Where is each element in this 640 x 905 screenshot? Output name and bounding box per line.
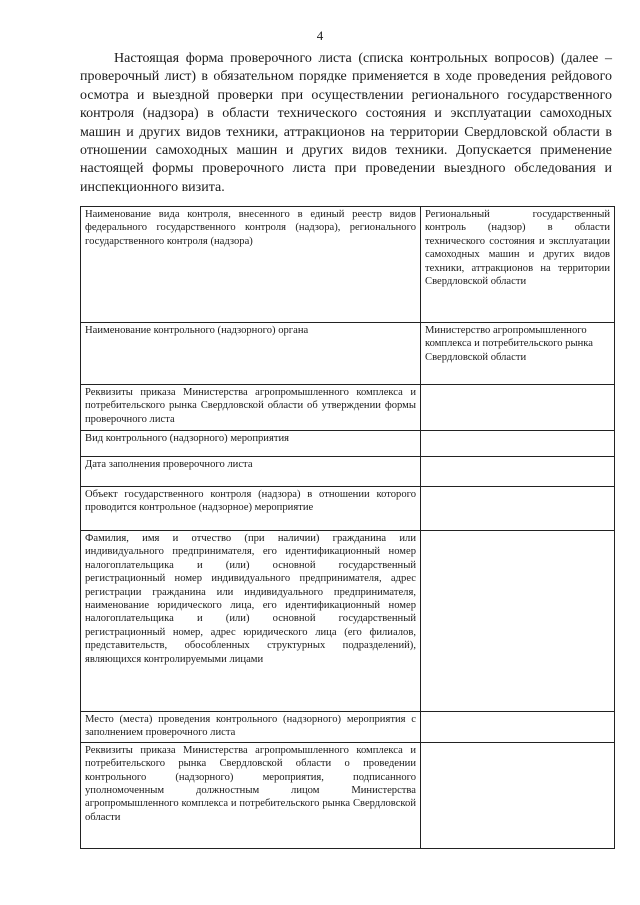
table-row-event-place <box>81 712 615 743</box>
row-value-event-order[interactable] <box>421 742 615 848</box>
row-value-event-type[interactable] <box>421 431 615 457</box>
table-row-control-object <box>81 487 615 531</box>
table-row-fill-date <box>81 457 615 487</box>
row-label-authority-name: Наименование контрольного (надзорного) органа <box>81 323 421 385</box>
row-label-event-order: Реквизиты приказа Министерства агропромышленного комплекса и потребительского рынка Свердловской области о проведении контрольного (надзорного) мероприятия, подписанного уполномоченным должностным лицом Министерства агропромышленного комплекса и потребительского рынка Свердловской области <box>81 742 421 848</box>
row-label-fill-date: Дата заполнения проверочного листа <box>81 457 421 487</box>
row-value-authority-name: Министерство агропромышленного комплекса и потребительского рынка Свердловской области <box>421 323 615 385</box>
intro-paragraph: Настоящая форма проверочного листа (списка контрольных вопросов) (далее – проверочный лист) в обязательном порядке применяется в ходе проведения рейдового осмотра и выездной проверки при осуществлении регионального государственного контроля (надзора) в области технического состояния и эксплуатации самоходных машин и других видов техники, аттракционов на территории Свердловской области в отношении самоходных машин и других видов техники. Допускается применение настоящей формы проверочного листа при проведении выездного обследования и инспекционного визита. <box>80 51 612 195</box>
table-row-controlled-person <box>81 531 615 712</box>
row-label-approval-order: Реквизиты приказа Министерства агропромышленного комплекса и потребительского рынка Свердловской области об утверждении формы проверочного листа <box>81 385 421 431</box>
row-label-controlled-person: Фамилия, имя и отчество (при наличии) гражданина или индивидуального предпринимателя, его идентификационный номер налогоплательщика и (или) основной государственный регистрационный номер индивидуального предпринимателя, адрес регистрации гражданина или индивидуального предпринимателя, наименование юридического лица, его идентификационный номер налогоплательщика и (или) основной государственный регистрационный номер, адрес юридического лица (его филиалов, представительств, обособленных структурных подразделений), являющихся контролируемыми лицами <box>81 531 421 712</box>
table-row-event-order <box>81 742 615 848</box>
row-value-event-place[interactable] <box>421 712 615 743</box>
row-value-fill-date[interactable] <box>421 457 615 487</box>
row-value-controlled-person[interactable] <box>421 531 615 712</box>
row-value-approval-order[interactable] <box>421 385 615 431</box>
row-value-control-type: Региональный государственный контроль (надзор) в области технического состояния и эксплуатации самоходных машин и других видов техники, аттракционов на территории Свердловской области <box>421 207 615 323</box>
checklist-header-table <box>80 206 615 849</box>
table-row-approval-order <box>81 385 615 431</box>
row-value-control-object[interactable] <box>421 487 615 531</box>
table-row-control-type <box>81 207 615 323</box>
row-label-control-type: Наименование вида контроля, внесенного в единый реестр видов федерального государственного контроля (надзора), регионального государственного контроля (надзора) <box>81 207 421 323</box>
table-row-authority-name <box>81 323 615 385</box>
row-label-event-type: Вид контрольного (надзорного) мероприятия <box>81 431 421 457</box>
row-label-control-object: Объект государственного контроля (надзора) в отношении которого проводится контрольное (надзорное) мероприятие <box>81 487 421 531</box>
page-number: 4 <box>316 28 324 43</box>
row-label-event-place: Место (места) проведения контрольного (надзорного) мероприятия с заполнением проверочного листа <box>81 712 421 743</box>
table-row-event-type <box>81 431 615 457</box>
